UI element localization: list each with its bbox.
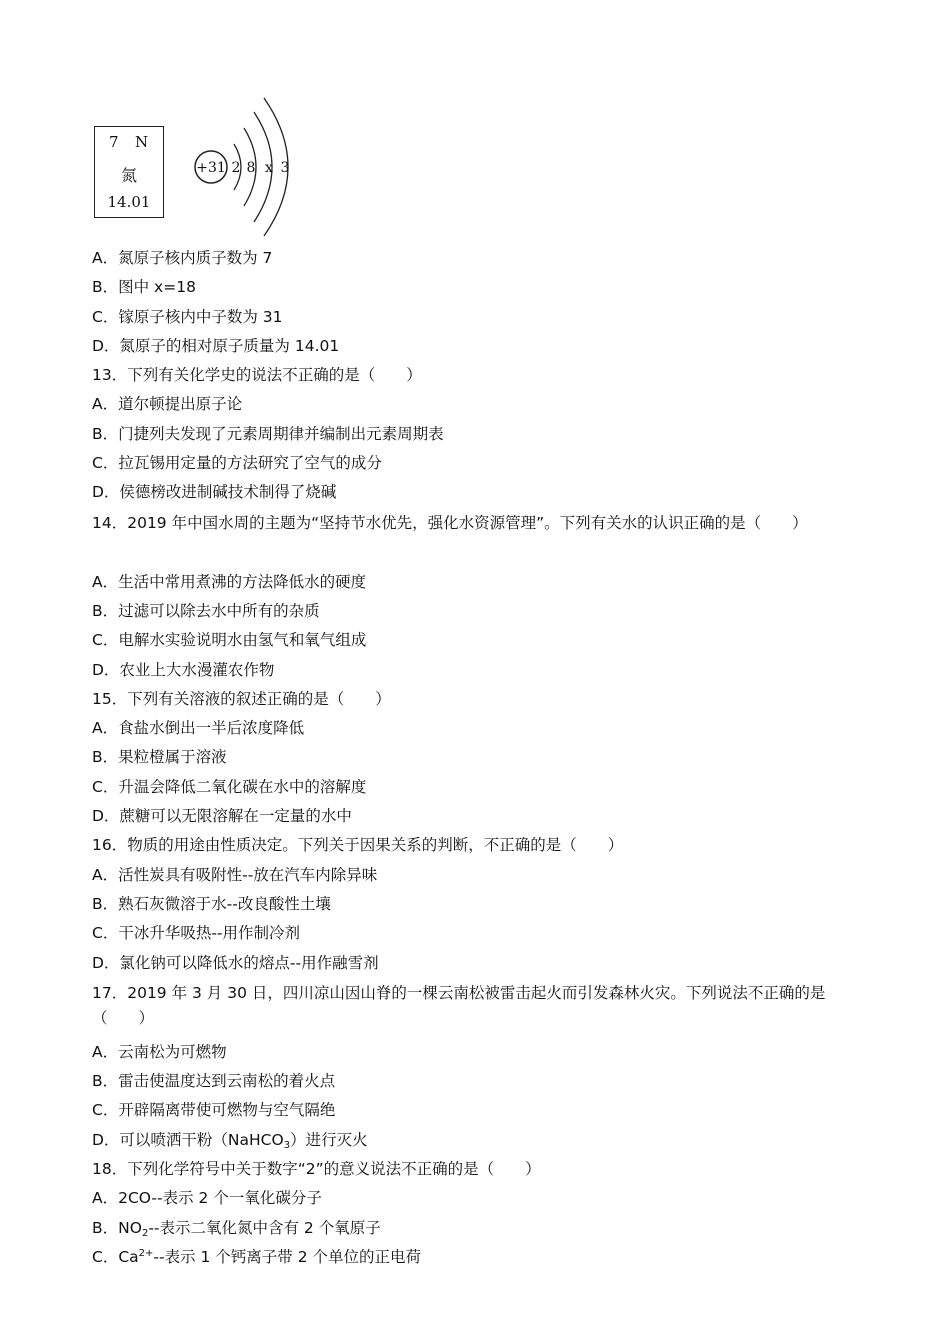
exam-content [92, 244, 862, 1272]
q18-option-c-superscript: 2+ [138, 1247, 154, 1259]
q18-option-b-subscript: 2 [141, 1227, 149, 1239]
periodic-element-card [94, 126, 164, 218]
q12-option-a: A．氮原子核内质子数为 7 [92, 249, 273, 267]
q18-option-b [92, 1214, 862, 1243]
q16-option-c: C．干冰升华吸热--用作制冷剂 [92, 924, 301, 943]
q13-option-b: B．门捷列夫发现了元素周期律并编制出元素周期表 [92, 424, 444, 443]
q14-stem: 14．2019 年中国水周的主题为“坚持节水优先，强化水资源管理”。下列有关水的认识正确的是（ ） [92, 513, 808, 532]
q14-option-d: D．农业上大水漫灌农作物 [92, 660, 275, 679]
shell-2-electrons: 8 [246, 160, 256, 176]
q15-option-d: D．蔗糖可以无限溶解在一定量的水中 [92, 807, 352, 826]
q16-option-d: D．氯化钠可以降低水的熔点--用作融雪剂 [92, 953, 379, 972]
q12-option-c: C．镓原子核内中子数为 31 [92, 307, 283, 326]
atomic-number: 7 [109, 133, 119, 151]
q18-option-c-text-end: --表示 1 个钙离子带 2 个单位的正电荷 [153, 1247, 422, 1266]
q16-stem: 16．物质的用途由性质决定。下列关于因果关系的判断，不正确的是（ ） [92, 836, 624, 855]
q18-stem: 18．下列化学符号中关于数字“2”的意义说法不正确的是（ ） [92, 1160, 541, 1179]
atom-structure-diagram [190, 92, 310, 242]
q17-option-b: B．雷击使温度达到云南松的着火点 [92, 1072, 336, 1091]
q15-option-a: A．食盐水倒出一半后浓度降低 [92, 719, 305, 738]
q12-option-b: B．图中 x=18 [92, 278, 196, 297]
q18-option-c [92, 1243, 862, 1272]
q17-stem: 17．2019 年 3 月 30 日，四川凉山因山脊的一棵云南松被雷击起火而引发森林火灾。下列说法不正确的是（ ） [92, 983, 826, 1027]
element-symbol: N [135, 133, 149, 151]
q16-option-b: B．熟石灰微溶于水--改良酸性土壤 [92, 894, 331, 913]
shell-3-electrons: x [265, 160, 273, 176]
nucleus-charge: +31 [196, 160, 226, 176]
q13-option-c: C．拉瓦锡用定量的方法研究了空气的成分 [92, 454, 382, 473]
q14-option-b: B．过滤可以除去水中所有的杂质 [92, 601, 320, 620]
q13-option-a: A．道尔顿提出原子论 [92, 395, 243, 414]
atomic-mass: 14.01 [107, 193, 151, 211]
q17-option-d-text: D．可以喷洒干粉（NaHCO [92, 1130, 284, 1149]
element-name: 氮 [120, 166, 137, 185]
q14-option-c: C．电解水实验说明水由氢气和氧气组成 [92, 631, 367, 650]
q18-option-b-text-end: --表示二氧化氮中含有 2 个氧原子 [148, 1218, 381, 1237]
shell-4-electrons: 3 [280, 160, 290, 176]
q18-option-a: A．2CO--表示 2 个一氧化碳分子 [92, 1189, 322, 1208]
q17-option-a: A．云南松为可燃物 [92, 1042, 227, 1061]
q15-option-b: B．果粒橙属于溶液 [92, 748, 227, 767]
q14-option-a: A．生活中常用煮沸的方法降低水的硬度 [92, 572, 367, 591]
q17-option-d-text-end: ）进行灭火 [290, 1130, 368, 1149]
q12-option-d: D．氮原子的相对原子质量为 14.01 [92, 336, 340, 355]
q16-option-a: A．活性炭具有吸附性--放在汽车内除异味 [92, 865, 378, 884]
q18-option-b-text: B．NO [92, 1218, 142, 1237]
q17-option-d [92, 1126, 862, 1155]
q13-stem: 13．下列有关化学史的说法不正确的是（ ） [92, 366, 422, 385]
question-figure [94, 92, 314, 242]
shell-1-electrons: 2 [231, 160, 241, 176]
q17-option-c: C．开辟隔离带使可燃物与空气隔绝 [92, 1101, 336, 1120]
q15-option-c: C．升温会降低二氧化碳在水中的溶解度 [92, 777, 367, 796]
q17-option-d-subscript: 3 [283, 1139, 291, 1151]
q18-option-c-text: C．Ca [92, 1247, 139, 1266]
q15-stem: 15．下列有关溶液的叙述正确的是（ ） [92, 689, 391, 708]
q13-option-d: D．侯德榜改进制碱技术制得了烧碱 [92, 483, 337, 502]
